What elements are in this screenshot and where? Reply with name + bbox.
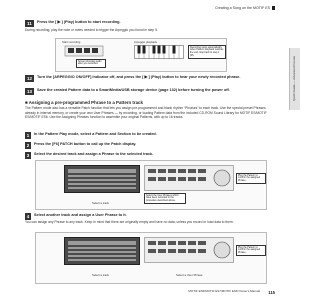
header-marker <box>272 6 275 10</box>
step-text: Save the created Pattern data to a SmartMedia/USB storage device (page 132) before turning the power off. <box>37 88 230 92</box>
footer-manual-title: MOTIF ES6/MOTIF ES7/MOTIF ES8 Owner's Manual <box>188 289 260 293</box>
step-text: In the Pattern Play mode, select a Pattern and Section to be created. <box>34 132 157 136</box>
playback-callout: Recording stops automatically when Pattern playback reaches the end, loop back to step 1 (M). <box>188 45 226 59</box>
step-text: Press the [ ▶ ] (Play) button to start recording. <box>37 20 121 24</box>
select-track-label: Select a track <box>92 201 109 205</box>
record-callout: Screen showing audio after you recorded. <box>76 59 106 68</box>
keyboard-illustration <box>55 38 227 72</box>
step-13 <box>25 88 270 95</box>
step-12 <box>25 75 270 82</box>
step-4-body: You can assign any Phrase to any track. Keep in mind that there are originally empty and have no data; unless you record or load data to them. <box>25 220 234 224</box>
step-number: 3 <box>26 153 30 158</box>
step-number: 2 <box>26 143 30 148</box>
step-number: 4 <box>26 214 30 219</box>
step-2 <box>25 142 270 149</box>
step-text: Select the desired track and assign a Phrase to the selected track. <box>34 152 154 156</box>
step-number: 12 <box>25 75 34 82</box>
step-3 <box>25 152 270 159</box>
step-text: Select another track and assign a User Phrase to it. <box>34 213 127 217</box>
play-pattern-callout: Play the Pattern to confirm the assigned Phrase. <box>236 245 266 256</box>
select-track-label: Select a track <box>92 273 109 277</box>
section-body: The Pattern mode also has a versatile Patch function that lets you assign pre-programmed and blank rhythm “Phrases” to each track. Use the special preset Phrases already in internal memory, or create your own User Phrases — by recording, or loading Pattern data from the included CD-ROM Sound Library for MOTIF ES/MOTIF ES/MOTIF ES6. Use the Assigning Phrases function to assemble your original Patterns, with up to 16 tracks. <box>25 106 267 120</box>
arpeggio-playback-label: Arpeggio playback <box>134 40 158 44</box>
lcd-screen <box>64 165 140 193</box>
front-panel-illustration <box>144 165 234 191</box>
section-title: ■ Assigning a pre-programmed Phrase to a Pattern track <box>25 100 143 105</box>
lcd-screen <box>64 237 140 265</box>
user-phrase-callout: Select the User Phrases which have been recorded in the procedure described above. <box>144 193 186 204</box>
step-text: Turn the [ARPEGGIO ON/OFF] indicator off, and press the [ ▶ ] (Play) button to hear your newly recorded phrase. <box>37 75 241 79</box>
panel-buttons-illustration <box>64 45 104 57</box>
patch-display-illustration <box>35 160 267 210</box>
front-panel-illustration <box>144 237 234 263</box>
step-11 <box>25 20 270 27</box>
side-tab-label: Quick Guide — Advanced Course <box>292 56 296 101</box>
step-text: Press the [F6] PATCH button to call up the Patch display. <box>34 142 137 146</box>
step-4 <box>25 213 270 220</box>
keyboard-keys-illustration <box>134 45 184 59</box>
step-number: 11 <box>25 20 34 27</box>
step-number: 1 <box>26 133 30 138</box>
step-11-body: During recording, play the note or notes needed to trigger the Arpeggio you found in step 9. <box>25 28 158 32</box>
phrase-assign-illustration <box>35 232 267 284</box>
play-pattern-callout: Play the Pattern to confirm the assigned Phrase. <box>236 173 266 184</box>
side-section-tab <box>290 48 300 110</box>
step-1 <box>25 132 270 139</box>
select-user-phrase-label: Select a User Phrase <box>176 273 203 277</box>
start-recording-label: Start recording <box>62 40 81 44</box>
running-header: Creating a Song on the MOTIF ES <box>215 6 270 10</box>
step-number: 13 <box>25 88 34 95</box>
page-number: 115 <box>268 290 275 295</box>
